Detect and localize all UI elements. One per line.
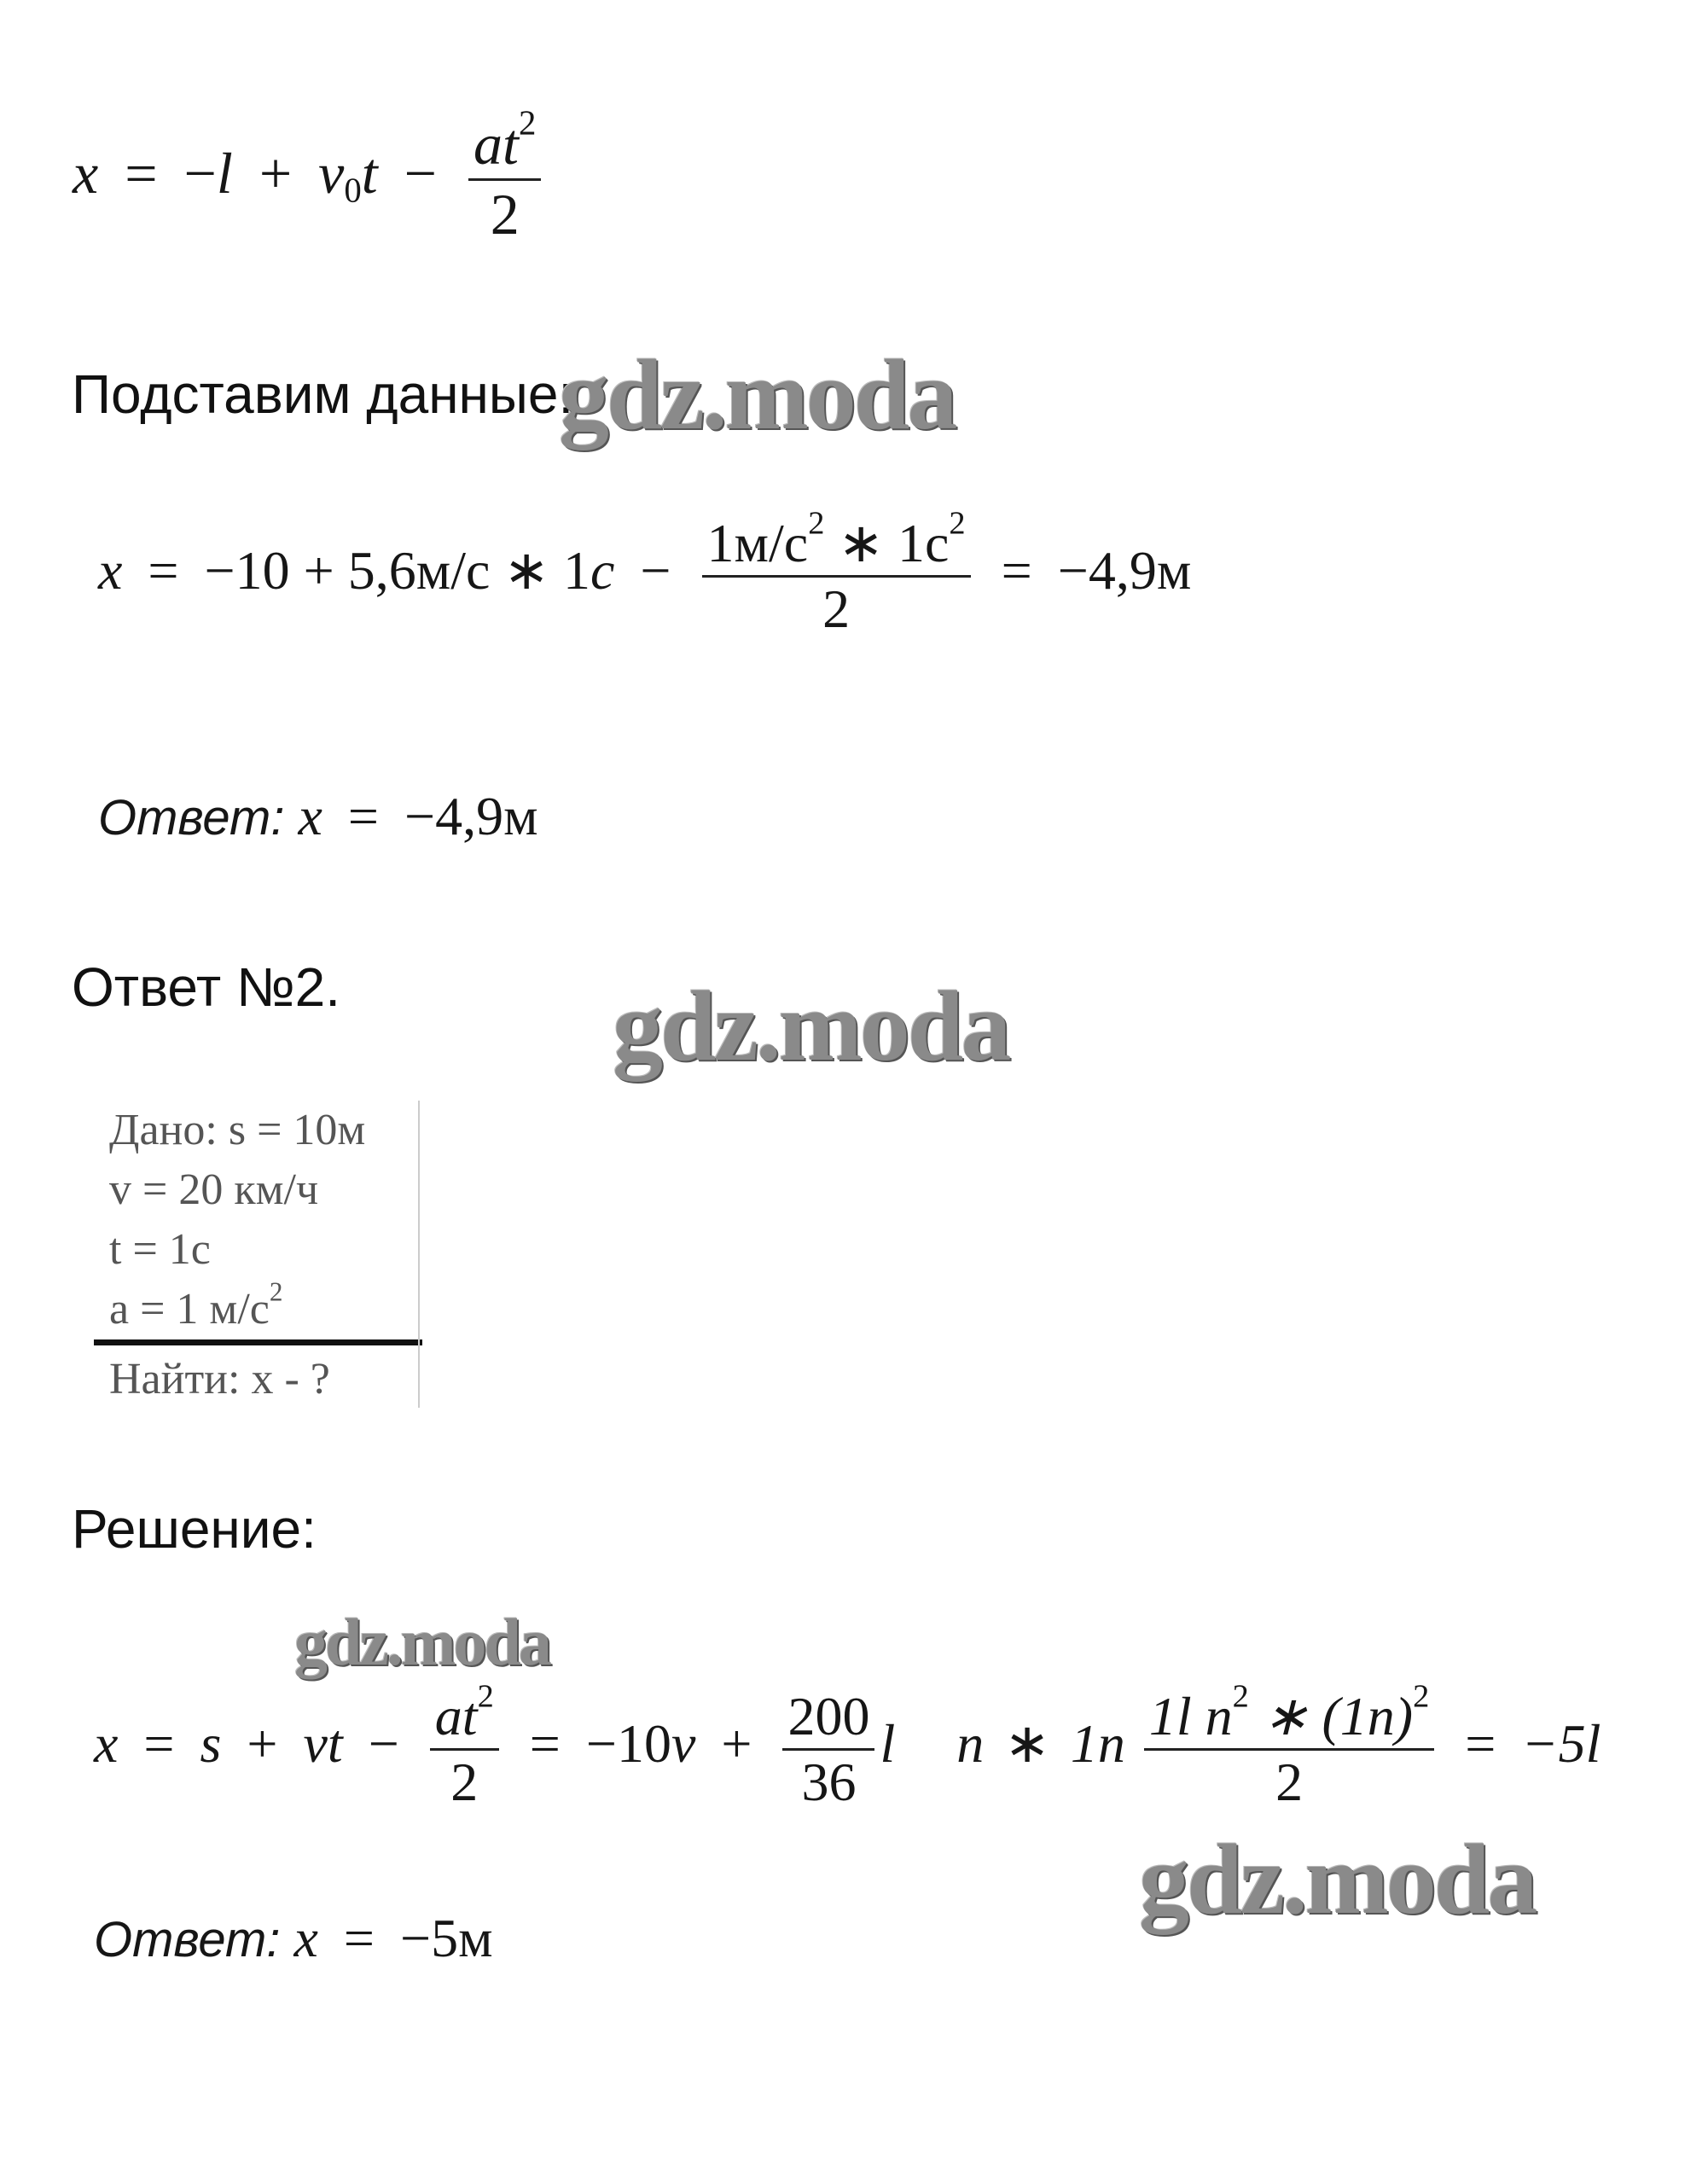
formula-2: x = −10 + 5,6м/с ∗ 1c − $\frac{1м/с^2 ∗ 1с^2}{2}$ = −4,9м (98, 505, 1192, 639)
given-line: Дано: s = 10м (109, 1106, 366, 1154)
fraction: $\frac{at^2}{2}$ (430, 1685, 499, 1814)
watermark: gdz.moda (294, 1605, 549, 1679)
given-line: t = 1c (109, 1225, 211, 1274)
given-block (94, 1101, 427, 1408)
fraction: $\frac{1l n^2 ∗ (1n)^2}{2}$ (1144, 1685, 1434, 1814)
find-line: Найти: x - ? (109, 1355, 330, 1403)
given-line: a = 1 $м/c^2$ (109, 1276, 283, 1334)
fraction: $\frac{1м/с^2 ∗ 1с^2}{2}$ (702, 512, 971, 641)
formula-1: $x = -l + v_0t$ − $\frac{at^2}{2}$ (73, 111, 546, 248)
solution-label: Решение: (72, 1498, 317, 1560)
answer-label: Ответ: (98, 790, 285, 845)
answer-1: Ответ: x = −4,9м (98, 786, 538, 846)
watermark: gdz.moda (559, 339, 956, 450)
answer-label: Ответ: (94, 1912, 281, 1967)
fraction: $\frac{200}{36}$ (782, 1685, 874, 1814)
watermark: gdz.moda (613, 970, 1009, 1082)
fraction: $\frac{at^2}{2}$ (468, 111, 541, 248)
answer-2-header: Ответ №2. (72, 956, 340, 1018)
given-vertical-line (418, 1101, 420, 1408)
substitute-label: Подставим данные: (72, 363, 574, 425)
formula-3: x = s + vt − $\frac{at^2}{2}$ = −10v + $\frac{200}{36}$ l n ∗ 1n $\frac{1l n^2 ∗ (1n)^2}{2}$ = −5l (94, 1678, 1601, 1812)
given-divider (94, 1339, 422, 1345)
given-line: v = 20 км/ч (109, 1165, 319, 1214)
watermark: gdz.moda (1139, 1823, 1536, 1935)
var-x: x (73, 141, 99, 206)
answer-3: Ответ: x = −5м (94, 1908, 493, 1968)
